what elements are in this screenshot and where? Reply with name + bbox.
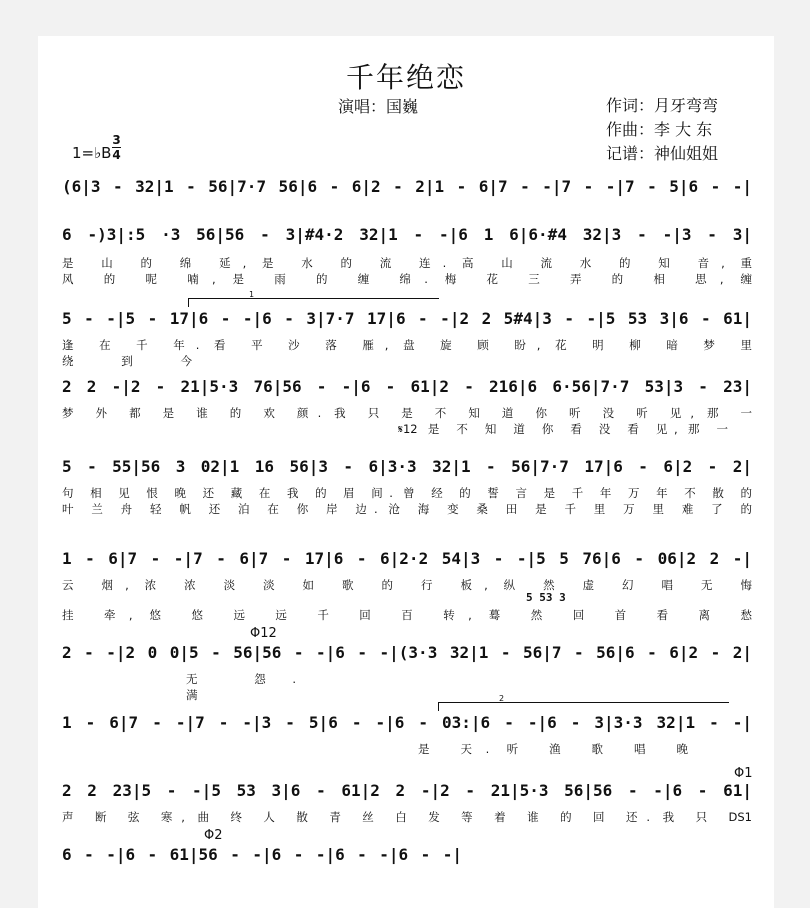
- song-title: 千年绝恋: [345, 61, 466, 94]
- volta-1-label: 1: [249, 290, 255, 299]
- key-signature: 1=♭B: [72, 144, 112, 162]
- lyric-row-7-verse-2: 满: [186, 688, 198, 702]
- staff-row-6: 1 - 6|7 - -|7 - 6|7 - 17|6 - 6|2·2 54|3 - -|5 5 76|6 - 06|2 2 -|: [62, 549, 752, 568]
- alternate-notes: 5 53 3: [526, 591, 566, 604]
- volta-2-label: 2: [499, 694, 505, 703]
- staff-row-8: 1 - 6|7 - -|7 - -|3 - 5|6 - -|6 - 03:|6 - -|6 - 3|3·3 32|1 - -|: [62, 713, 752, 732]
- staff-row-2: 6 -)3|:5 ·3 56|56 - 3|#4·2 32|1 - -|6 1 6|6·#4 32|3 - -|3 - 3|: [62, 225, 752, 244]
- coda-1-mark: Φ1: [734, 766, 753, 781]
- lyric-row-5-verse-2: 叶 兰 舟 轻 帆 还 泊 在 你 岸 边. 沧 海 变 桑 田 是 千 里 万 里 难 了 的: [62, 502, 752, 516]
- staff-row-7: 2 - -|2 0 0|5 - 56|56 - -|6 - -|(3·3 32|1 - 56|7 - 56|6 - 6|2 - 2|: [62, 643, 752, 662]
- lyricist-credit: 作词：月牙弯弯: [606, 96, 719, 115]
- lyric-row-2-verse-2: 风 的 呢 喃, 是 雨 的 缠 绵. 梅 花 三 弄 的 相 思, 缠: [62, 272, 752, 286]
- lyric-row-3-verse-1: 逢 在 千 年. 看 平 沙 落 雁, 盘 旋 顾 盼, 花 明 柳 暗 梦 里: [62, 338, 752, 352]
- lyric-row-4-verse-2: 𝄋12 是 不 知 道 你 看 没 看 见, 那 一: [398, 422, 728, 436]
- lyric-row-2-verse-1: 是 山 的 绵 延, 是 水 的 流 连. 高 山 流 水 的 知 音, 重: [62, 256, 752, 270]
- lyric-row-6-verse-1: 云 烟, 浓 浓 淡 淡 如 歌 的 行 板, 纵 然 虚 幻 唱 无 悔: [62, 578, 752, 592]
- coda-12-mark: Φ12: [250, 626, 277, 641]
- lyric-row-3-verse-2: 绕 到 今: [62, 354, 192, 368]
- volta-bracket-2: [438, 694, 729, 711]
- time-signature-bottom: 4: [112, 148, 121, 162]
- lyric-row-5-verse-1: 句 相 见 恨 晚 还 藏 在 我 的 眉 间. 曾 经 的 誓 言 是 千 年 万 年 不 散 的: [62, 486, 752, 500]
- staff-row-10: 6 - -|6 - 61|56 - -|6 - -|6 - -|6 - -|: [62, 845, 462, 864]
- lyric-row-7-verse-1: 无 怨.: [186, 672, 296, 686]
- notation-credit: 记谱：神仙姐姐: [606, 144, 719, 163]
- time-signature: [112, 134, 121, 161]
- credits-block: [606, 94, 718, 166]
- time-signature-top: 3: [112, 133, 121, 147]
- singer-credit: 演唱：国巍: [338, 97, 419, 116]
- staff-row-5: 5 - 55|56 3 02|1 16 56|3 - 6|3·3 32|1 - 56|7·7 17|6 - 6|2 - 2|: [62, 457, 752, 476]
- lyric-row-4-verse-1: 梦 外 都 是 谁 的 欢 颜. 我 只 是 不 知 道 你 听 没 听 见, 那 一: [62, 406, 752, 420]
- lyric-row-6-verse-2: 挂 牵, 悠 悠 远 远 千 回 百 转, 蓦 然 回 首 看 离 愁: [62, 608, 752, 622]
- score-sheet: [38, 36, 774, 908]
- staff-row-4: 2 2 -|2 - 21|5·3 76|56 - -|6 - 61|2 - 216|6 6·56|7·7 53|3 - 23|: [62, 377, 752, 396]
- volta-bracket-1: [188, 290, 439, 307]
- lyric-row-8-verse-1: 是 天. 听 渔 歌 唱 晚: [418, 742, 688, 756]
- staff-row-9: 2 2 23|5 - -|5 53 3|6 - 61|2 2 -|2 - 21|5·3 56|56 - -|6 - 61|: [62, 781, 752, 800]
- staff-row-1: (6|3 - 32|1 - 56|7·7 56|6 - 6|2 - 2|1 - 6|7 - -|7 - -|7 - 5|6 - -|: [62, 177, 752, 196]
- coda-2-mark: Φ2: [204, 828, 223, 843]
- staff-row-3: 5 - -|5 - 17|6 - -|6 - 3|7·7 17|6 - -|2 2 5#4|3 - -|5 53 3|6 - 61|: [62, 309, 752, 328]
- lyric-row-9-verse-1: 声 断 弦 寒, 曲 终 人 散 青 丝 白 发 等 着 谁 的 回 还. 我 只 DS1: [62, 810, 752, 824]
- composer-credit: 作曲：李 大 东: [606, 120, 713, 139]
